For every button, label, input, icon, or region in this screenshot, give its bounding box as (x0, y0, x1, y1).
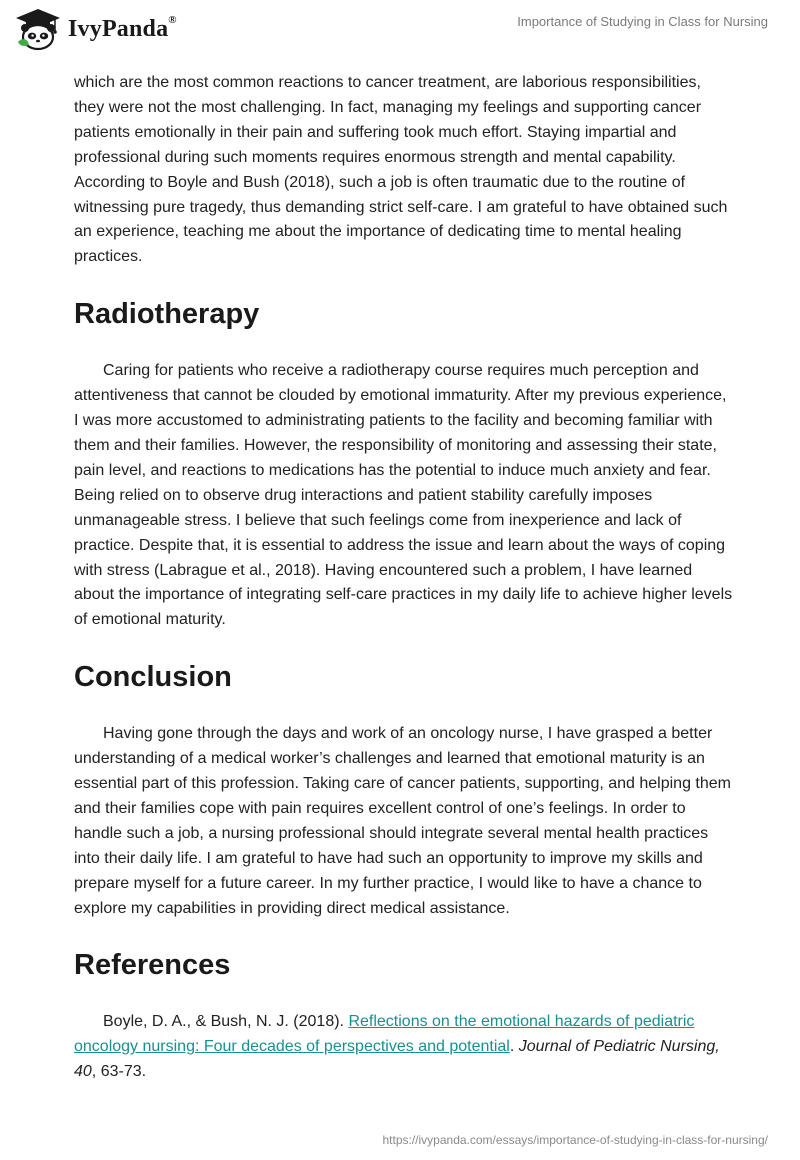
reference-entry (74, 1010, 734, 1085)
reference-authors: Boyle, D. A., & Bush, N. J. (2018). (103, 1013, 349, 1031)
reference-title-link[interactable]: Reflections on the emotional hazards of pediatric oncology nursing: Four decades of perspectives and potential (74, 1013, 695, 1056)
reference-separator: . (509, 1038, 519, 1056)
logo-wordmark: IvyPanda® (68, 13, 177, 42)
page-header (0, 0, 800, 72)
intro-paragraph: which are the most common reactions to cancer treatment, are laborious responsibilities, they were not the most challenging. In fact, managing my feelings and supporting cancer patients emotionally in their pain and suffering took much effort. Staying impartial and professional during such moments requires enormous strength and mental capability. According to Boyle and Bush (2018), such a job is often traumatic due to the routine of witnessing pure tragedy, thus demanding strict self-care. I am grateful to have obtained such an experience, teaching me about the importance of dedicating time to mental healing practices. (74, 74, 728, 266)
essay-body (74, 71, 734, 1085)
panda-graduate-icon (14, 7, 62, 51)
heading-references: References (74, 949, 231, 982)
reference-pages: , 63-73. (91, 1063, 147, 1081)
heading-radiotherapy: Radiotherapy (74, 298, 260, 331)
reference-journal: Journal of Pediatric Nursing, 40 (74, 1038, 720, 1081)
document-title: Importance of Studying in Class for Nursing (517, 14, 768, 29)
footer-url[interactable]: https://ivypanda.com/essays/importance-of-studying-in-class-for-nursing/ (382, 1133, 768, 1147)
conclusion-paragraph: Having gone through the days and work of an oncology nurse, I have grasped a better understanding of a medical worker’s challenges and learned that emotional maturity is an essential part of this profession. Taking care of cancer patients, supporting, and helping them and their families cope with pain requires excellent control of one’s feelings. In order to handle such a job, a nursing professional should integrate several mental health practices into their daily life. I am grateful to have had such an opportunity to improve my skills and prepare myself for a future career. In my further practice, I would like to have a chance to explore my capabilities in providing direct medical assistance. (74, 725, 731, 917)
heading-conclusion: Conclusion (74, 661, 232, 694)
logo[interactable] (14, 7, 177, 51)
radiotherapy-paragraph: Caring for patients who receive a radiotherapy course requires much perception and attentiveness that cannot be clouded by emotional immaturity. After my previous experience, I was more accustomed to administrating patients to the facility and becoming familiar with them and their families. However, the responsibility of monitoring and assessing their state, pain level, and reactions to medications has the potential to induce much anxiety and fear. Being relied on to observe drug interactions and patient stability carefully imposes unmanageable stress. I believe that such feelings come from inexperience and lack of practice. Despite that, it is essential to address the issue and learn about the ways of coping with stress (Labrague et al., 2018). Having encountered such a problem, I have learned about the importance of integrating self-care practices in my daily life to achieve higher levels of emotional maturity. (74, 362, 733, 629)
